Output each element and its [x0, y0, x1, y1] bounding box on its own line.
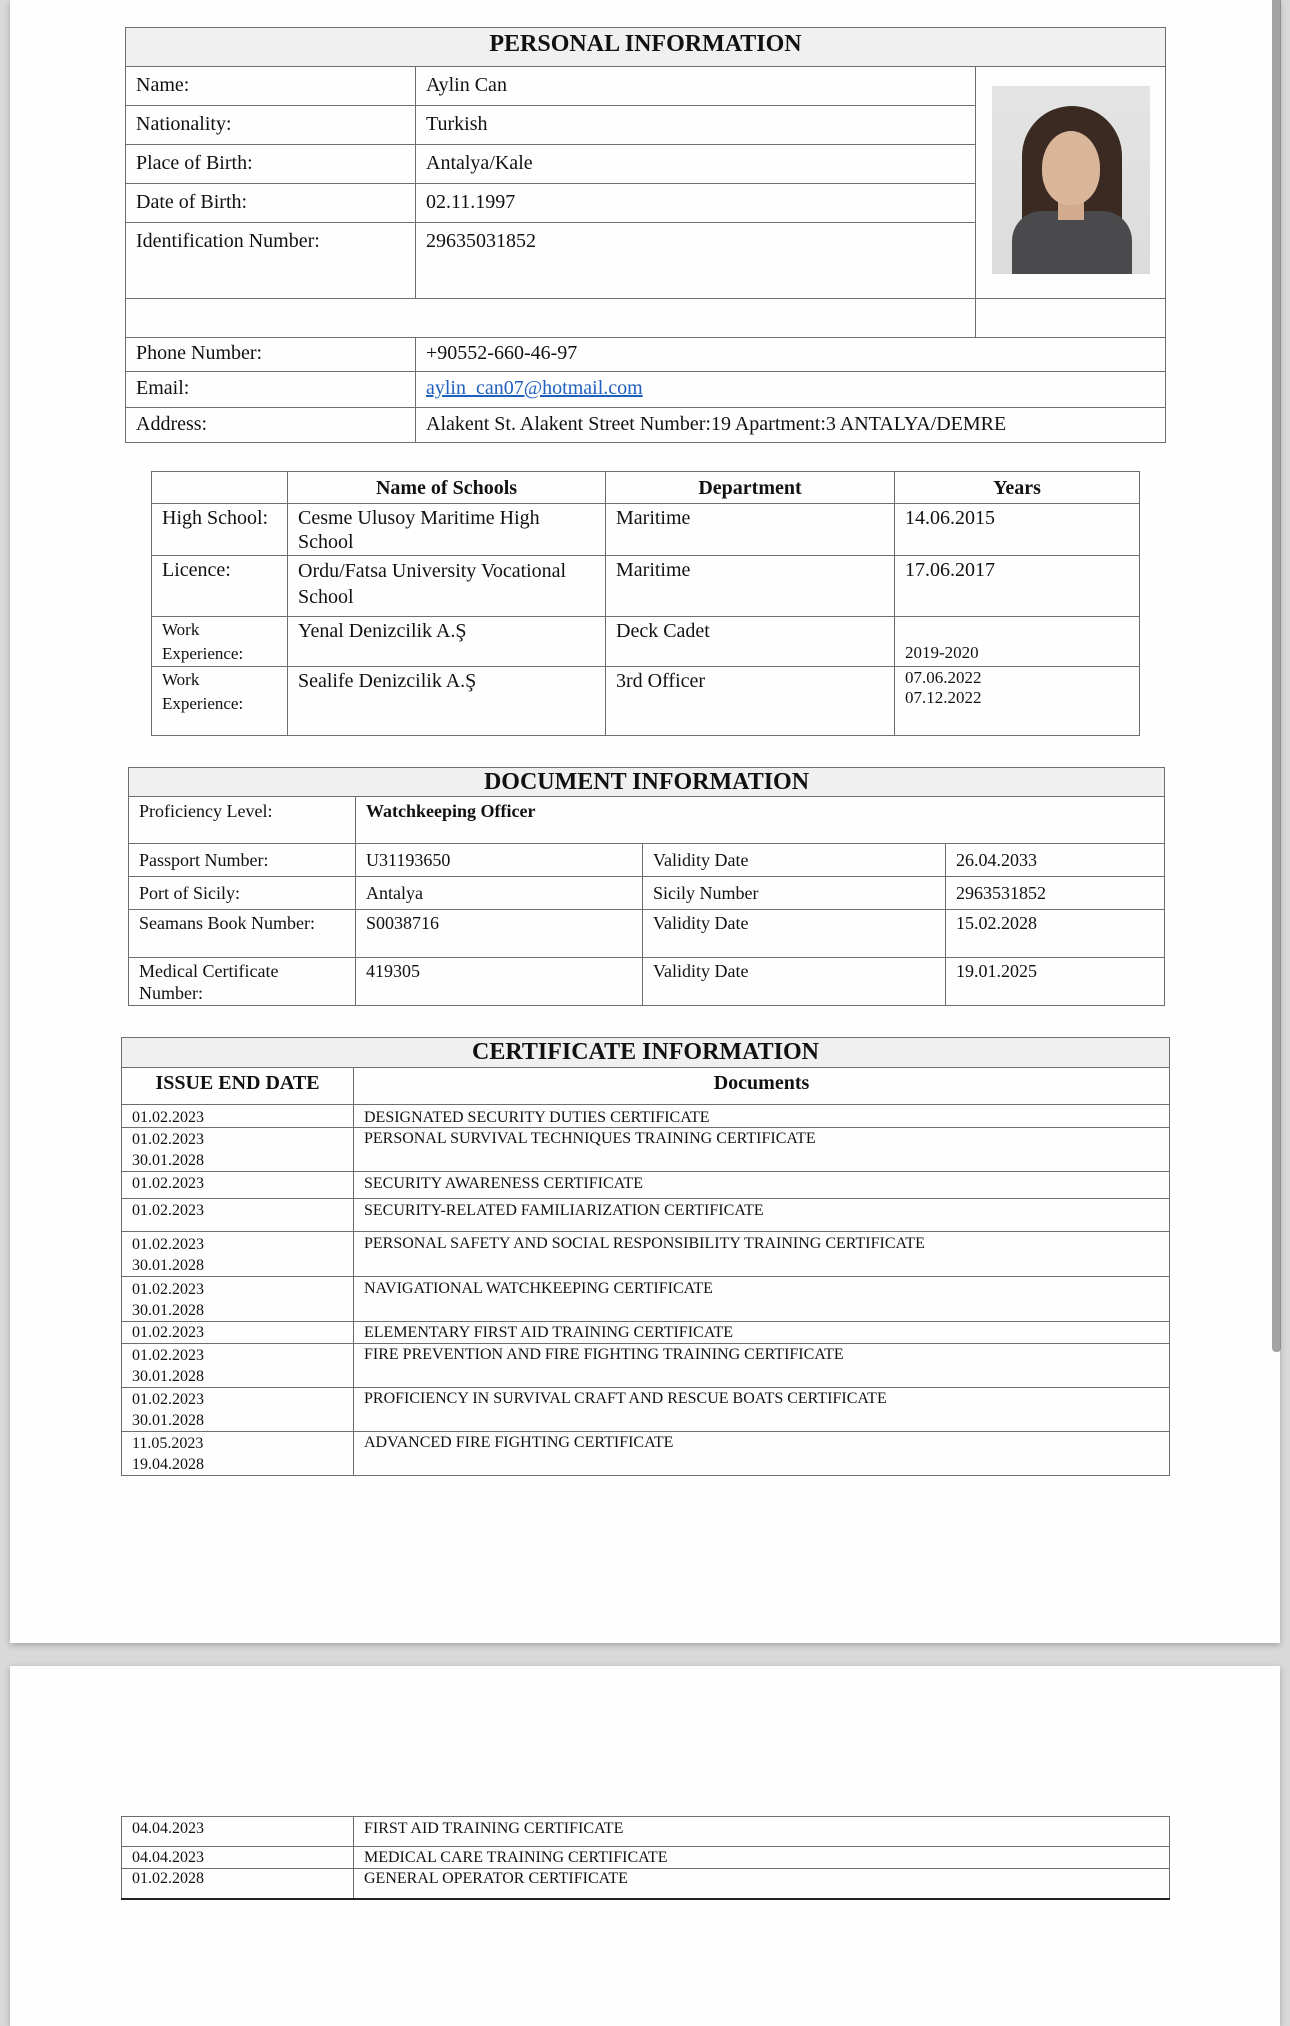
vertical-scrollbar[interactable] — [1272, 0, 1281, 1352]
cert-name: SECURITY-RELATED FAMILIARIZATION CERTIFICATE — [354, 1199, 1170, 1232]
certificate-row — [122, 1388, 1170, 1432]
email-label: Email: — [126, 372, 416, 408]
seamans-book-value: S0038716 — [356, 910, 643, 958]
cert-issue-date: 01.02.2023 — [132, 1236, 204, 1253]
passport-label: Passport Number: — [129, 844, 356, 877]
medical-validity-value: 19.01.2025 — [946, 958, 1165, 1006]
education-table — [151, 471, 1140, 736]
medical-cert-label: Medical Certificate Number: — [129, 958, 356, 1006]
cert-name: PROFICIENCY IN SURVIVAL CRAFT AND RESCUE BOATS CERTIFICATE — [354, 1388, 1170, 1432]
school-years: 17.06.2017 — [895, 556, 1140, 617]
certificate-row — [122, 1322, 1170, 1344]
nationality-label: Nationality: — [126, 106, 416, 145]
cert-end-date: 19.04.2028 — [132, 1456, 204, 1473]
cert-issue-date: 01.02.2023 — [132, 1175, 204, 1192]
passport-validity-value: 26.04.2033 — [946, 844, 1165, 877]
address-label: Address: — [126, 408, 416, 443]
document-info-table — [128, 767, 1165, 1006]
sicily-number-label: Sicily Number — [643, 877, 946, 910]
documents-header: Documents — [354, 1068, 1170, 1105]
cert-name: GENERAL OPERATOR CERTIFICATE — [354, 1869, 1170, 1899]
education-row — [152, 556, 1140, 617]
cert-issue-date: 01.02.2023 — [132, 1202, 204, 1219]
seamans-book-label: Seamans Book Number: — [129, 910, 356, 958]
sicily-number-value: 2963531852 — [946, 877, 1165, 910]
education-header-department: Department — [606, 472, 895, 504]
port-label: Port of Sicily: — [129, 877, 356, 910]
cert-name: NAVIGATIONAL WATCHKEEPING CERTIFICATE — [354, 1277, 1170, 1322]
school-years: 14.06.2015 — [895, 504, 1140, 556]
education-header-blank — [152, 472, 288, 504]
certificate-info-table — [121, 1037, 1170, 1476]
nationality-value: Turkish — [416, 106, 976, 145]
certificate-row — [122, 1128, 1170, 1172]
certificate-row — [122, 1199, 1170, 1232]
date-of-birth-value: 02.11.1997 — [416, 184, 976, 223]
personal-info-table — [125, 27, 1166, 443]
education-row — [152, 504, 1140, 556]
cert-name: FIRST AID TRAINING CERTIFICATE — [354, 1817, 1170, 1847]
blank-spacer-cell — [976, 299, 1166, 338]
cert-issue-date: 01.02.2023 — [132, 1324, 204, 1341]
passport-value: U31193650 — [356, 844, 643, 877]
cert-name: PERSONAL SAFETY AND SOCIAL RESPONSIBILITY TRAINING CERTIFICATE — [354, 1232, 1170, 1277]
photo-cell — [976, 67, 1166, 299]
school-department: Maritime — [606, 556, 895, 617]
seamans-validity-value: 15.02.2028 — [946, 910, 1165, 958]
certificate-row — [122, 1277, 1170, 1322]
email-link[interactable]: aylin_can07@hotmail.com — [426, 377, 643, 399]
cert-issue-date: 01.02.2028 — [122, 1869, 354, 1899]
experience-start: 07.06.2022 — [905, 668, 982, 687]
experience-row — [152, 617, 1140, 667]
cert-end-date: 30.01.2028 — [132, 1257, 204, 1274]
document-info-title: DOCUMENT INFORMATION — [129, 768, 1165, 797]
cert-issue-date: 04.04.2023 — [122, 1817, 354, 1847]
seamans-validity-label: Validity Date — [643, 910, 946, 958]
certificate-row — [122, 1105, 1170, 1128]
medical-cert-value: 419305 — [356, 958, 643, 1006]
id-number-label: Identification Number: — [126, 223, 416, 299]
address-value: Alakent St. Alakent Street Number:19 Apartment:3 ANTALYA/DEMRE — [416, 408, 1166, 443]
certificate-row — [122, 1847, 1170, 1869]
certificate-info-title: CERTIFICATE INFORMATION — [122, 1038, 1170, 1068]
document-page-2 — [10, 1666, 1280, 2026]
personal-info-title: PERSONAL INFORMATION — [126, 28, 1166, 67]
cert-name: SECURITY AWARENESS CERTIFICATE — [354, 1172, 1170, 1199]
place-of-birth-label: Place of Birth: — [126, 145, 416, 184]
school-department: Maritime — [606, 504, 895, 556]
cert-issue-date: 01.02.2023 — [132, 1281, 204, 1298]
name-label: Name: — [126, 67, 416, 106]
id-number-value: 29635031852 — [416, 223, 976, 299]
education-header-years: Years — [895, 472, 1140, 504]
education-header-school: Name of Schools — [288, 472, 606, 504]
cert-end-date: 30.01.2028 — [132, 1152, 204, 1169]
certificate-row — [122, 1344, 1170, 1388]
cert-name: FIRE PREVENTION AND FIRE FIGHTING TRAINING CERTIFICATE — [354, 1344, 1170, 1388]
certificate-row — [122, 1232, 1170, 1277]
cert-issue-date: 04.04.2023 — [122, 1847, 354, 1869]
place-of-birth-value: Antalya/Kale — [416, 145, 976, 184]
cert-name: ADVANCED FIRE FIGHTING CERTIFICATE — [354, 1432, 1170, 1476]
position: 3rd Officer — [606, 667, 895, 736]
cert-end-date: 30.01.2028 — [132, 1412, 204, 1429]
name-value: Aylin Can — [416, 67, 976, 106]
school-name: Cesme Ulusoy Maritime High School — [288, 504, 606, 556]
education-row-label: Licence: — [152, 556, 288, 617]
blank-spacer-row — [126, 299, 976, 338]
company-name: Yenal Denizcilik A.Ş — [288, 617, 606, 667]
position: Deck Cadet — [606, 617, 895, 667]
proficiency-label: Proficiency Level: — [129, 797, 356, 844]
cert-name: MEDICAL CARE TRAINING CERTIFICATE — [354, 1847, 1170, 1869]
experience-row — [152, 667, 1140, 736]
cert-end-date: 30.01.2028 — [132, 1368, 204, 1385]
cert-name: ELEMENTARY FIRST AID TRAINING CERTIFICATE — [354, 1322, 1170, 1344]
experience-end: 07.12.2022 — [905, 688, 982, 707]
cert-issue-date: 01.02.2023 — [132, 1391, 204, 1408]
company-name: Sealife Denizcilik A.Ş — [288, 667, 606, 736]
medical-validity-label: Validity Date — [643, 958, 946, 1006]
proficiency-value: Watchkeeping Officer — [356, 797, 1165, 844]
document-page-1 — [10, 0, 1280, 1643]
certificate-continuation-table — [121, 1816, 1170, 1900]
cert-issue-date: 11.05.2023 — [132, 1435, 204, 1452]
experience-row-label: Work Experience: — [152, 617, 288, 667]
passport-validity-label: Validity Date — [643, 844, 946, 877]
certificate-row — [122, 1869, 1170, 1899]
certificate-row — [122, 1817, 1170, 1847]
phone-label: Phone Number: — [126, 338, 416, 372]
cert-issue-date: 01.02.2023 — [132, 1347, 204, 1364]
cert-name: DESIGNATED SECURITY DUTIES CERTIFICATE — [354, 1105, 1170, 1128]
cert-issue-date: 01.02.2023 — [132, 1109, 204, 1126]
issue-end-date-header: ISSUE END DATE — [122, 1068, 354, 1105]
certificate-row — [122, 1432, 1170, 1476]
phone-value: +90552-660-46-97 — [416, 338, 1166, 372]
education-row-label: High School: — [152, 504, 288, 556]
experience-row-label: Work Experience: — [152, 667, 288, 736]
cert-issue-date: 01.02.2023 — [132, 1131, 204, 1148]
certificate-row — [122, 1172, 1170, 1199]
date-of-birth-label: Date of Birth: — [126, 184, 416, 223]
port-value: Antalya — [356, 877, 643, 910]
school-name: Ordu/Fatsa University Vocational School — [288, 556, 606, 617]
cert-end-date: 30.01.2028 — [132, 1302, 204, 1319]
profile-photo — [992, 86, 1150, 274]
cert-name: PERSONAL SURVIVAL TECHNIQUES TRAINING CERTIFICATE — [354, 1128, 1170, 1172]
experience-years: 2019-2020 — [895, 617, 1140, 667]
